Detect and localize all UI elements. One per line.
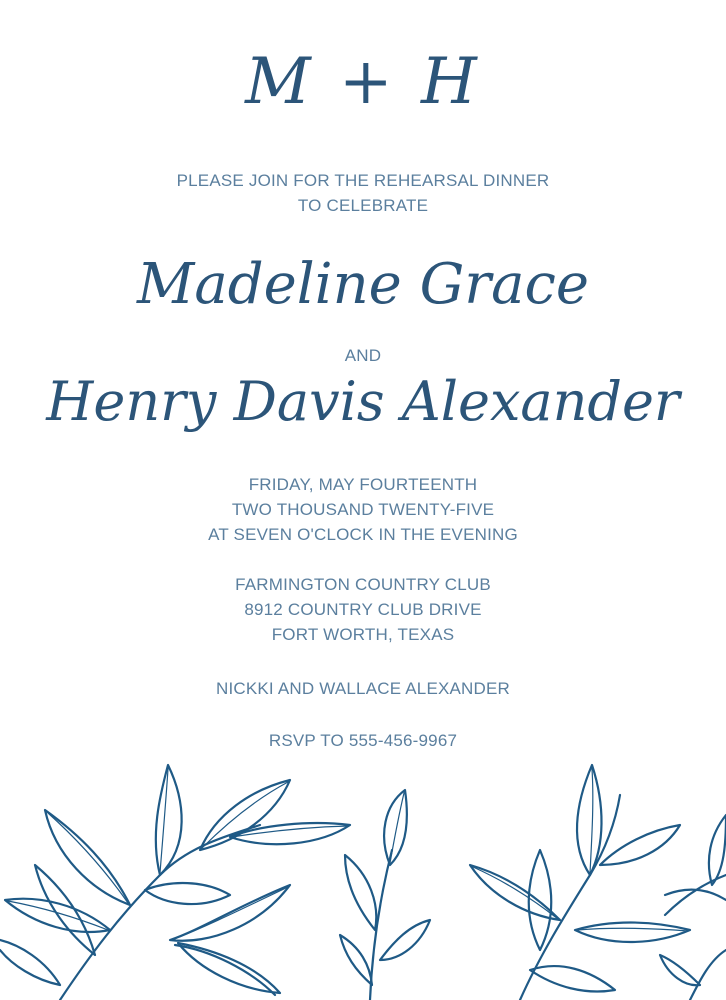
rsvp-line: RSVP TO 555-456-9967	[268, 731, 458, 750]
venue-details	[0, 572, 726, 647]
right-branch-decoration	[470, 765, 690, 1000]
event-time: AT SEVEN O'CLOCK IN THE EVENING	[208, 525, 518, 544]
connector-and: AND	[344, 346, 382, 365]
intro-line-1: PLEASE JOIN FOR THE REHEARSAL DINNER	[176, 171, 550, 190]
event-year: TWO THOUSAND TWENTY-FIVE	[231, 500, 495, 519]
rsvp-block	[0, 728, 726, 753]
leaf-branches-illustration	[0, 755, 726, 1000]
venue-street: 8912 COUNTRY CLUB DRIVE	[244, 600, 482, 619]
hosts-block	[0, 676, 726, 701]
left-branch-decoration	[0, 765, 350, 1000]
intro-block	[0, 168, 726, 218]
bride-name: Madeline Grace	[137, 252, 589, 317]
venue-city: FORT WORTH, TEXAS	[271, 625, 455, 644]
groom-name: Henry Davis Alexander	[46, 370, 680, 433]
far-right-branch-decoration	[660, 815, 726, 1000]
monogram: M + H	[245, 45, 481, 119]
hosts-names: NICKKI AND WALLACE ALEXANDER	[215, 679, 511, 698]
connector-block	[0, 343, 726, 368]
event-date: FRIDAY, MAY FOURTEENTH	[248, 475, 478, 494]
event-details	[0, 472, 726, 547]
middle-branch-decoration	[340, 790, 430, 1000]
venue-name: FARMINGTON COUNTRY CLUB	[235, 575, 491, 594]
intro-line-2: TO CELEBRATE	[297, 196, 429, 215]
